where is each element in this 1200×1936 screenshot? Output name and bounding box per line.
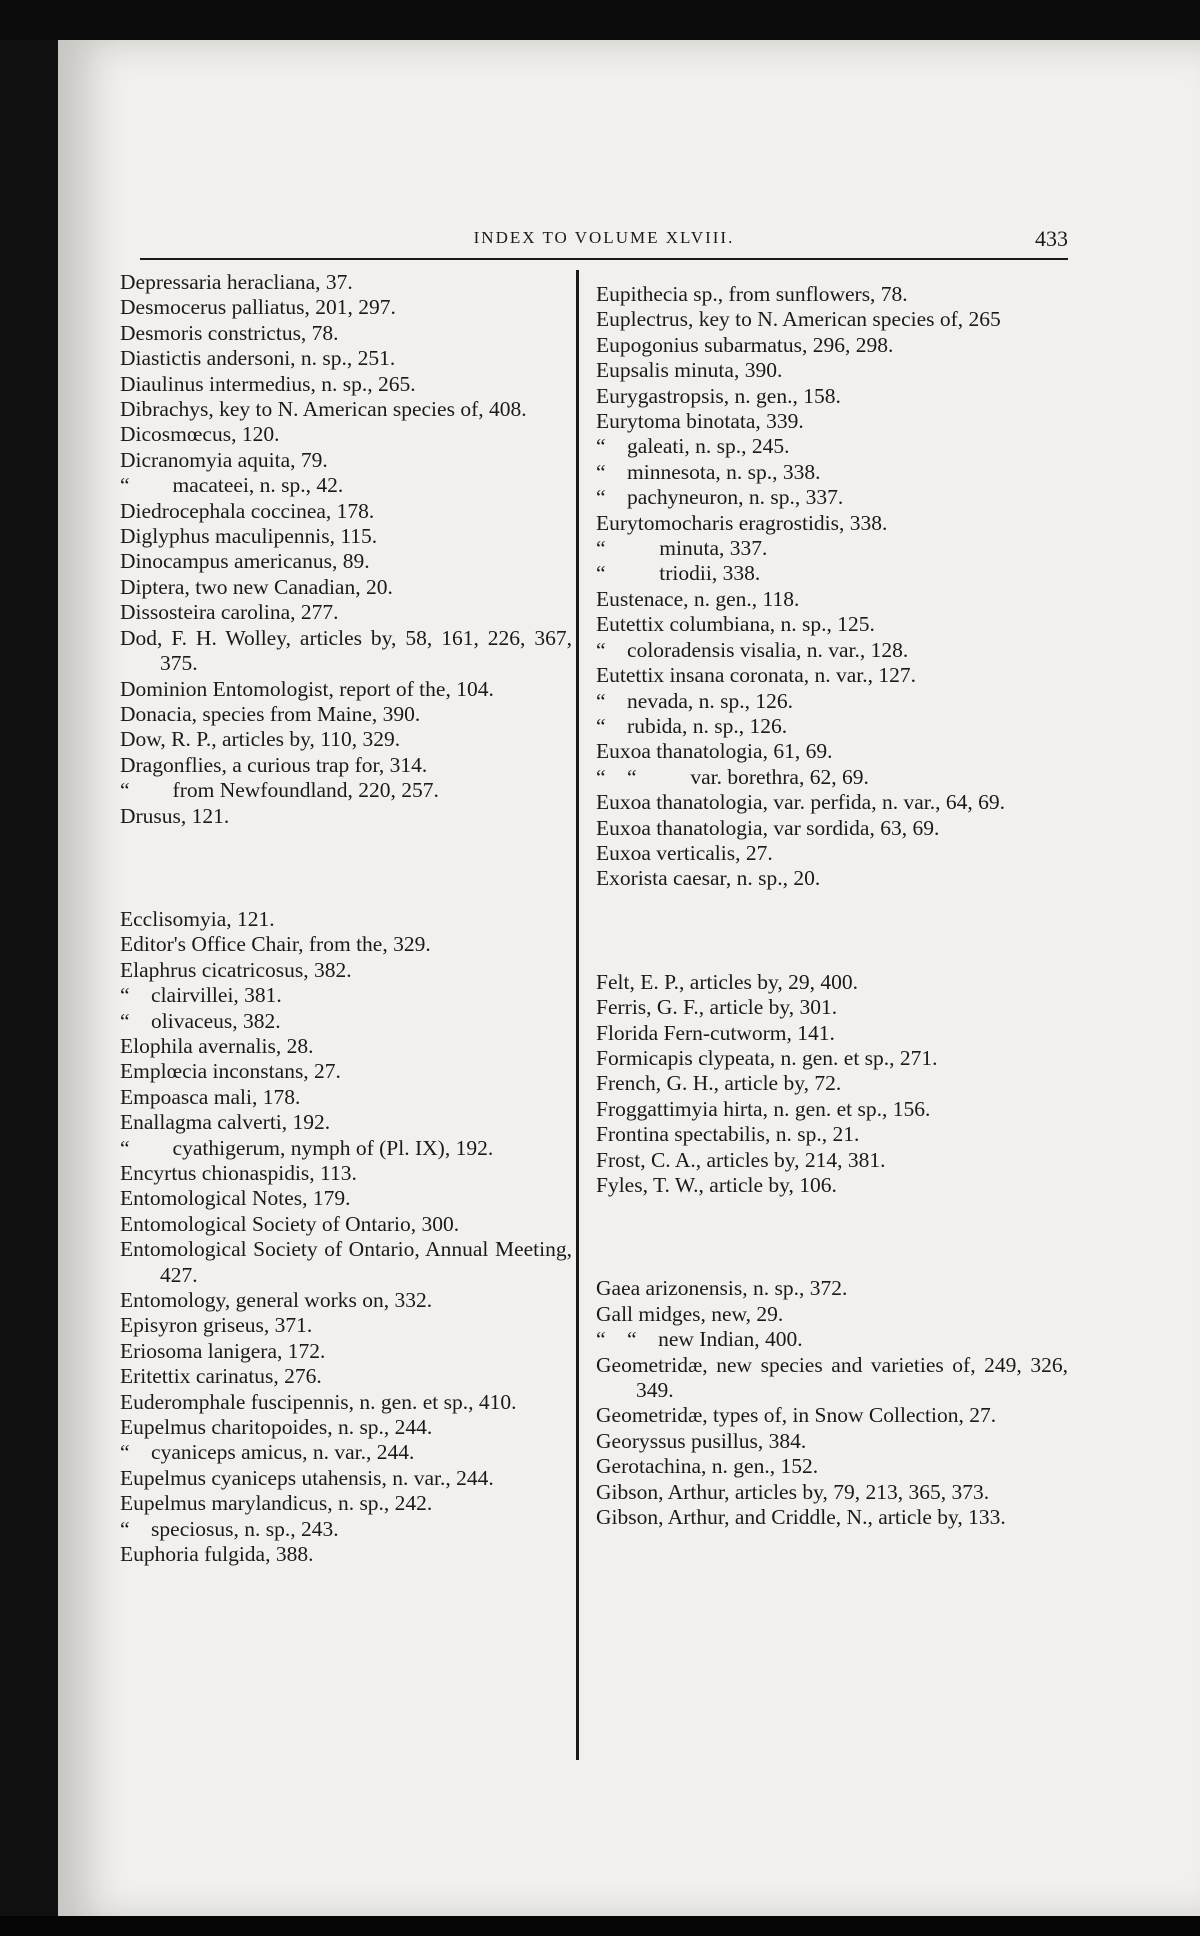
index-entry-text: “ pachyneuron, n. sp., 337. [596,485,844,510]
index-entry [120,473,572,498]
index-entry [120,1491,572,1516]
index-entry [120,958,572,983]
index-entry [596,333,1068,358]
index-block-e [120,906,578,1568]
index-entry-text: “ macateei, n. sp., 42. [120,473,344,498]
index-entry-text: Euderomphale fuscipennis, n. gen. et sp., 410. [120,1389,517,1414]
index-entry [120,804,572,829]
index-entry-text: Entomological Society of Ontario, Annual Meeting, 427. [120,1237,578,1287]
index-entry [120,1364,572,1389]
scan-bottom-border [0,1916,1200,1936]
index-entry-text: Drusus, 121. [120,803,230,828]
index-entry-text: French, G. H., article by, 72. [596,1071,842,1096]
index-entry [596,511,1068,536]
index-entry-text: Geometridæ, types of, in Snow Collection, 27. [596,1403,997,1428]
index-entry [120,270,572,295]
index-entry [596,1480,1068,1505]
index-entry [596,1148,1068,1173]
index-entry-text: “ cyathigerum, nymph of (Pl. IX), 192. [120,1135,494,1160]
index-entry [120,983,572,1008]
index-entry [596,638,1068,663]
scan-top-border [0,0,1200,40]
running-title: INDEX TO VOLUME XLVIII. [473,228,735,247]
index-entry-text: Eupelmus cyaniceps utahensis, n. var., 244. [120,1465,494,1490]
index-entry [596,307,1068,332]
index-entry [120,1517,572,1542]
left-column [120,270,578,1568]
index-entry-text: Entomological Notes, 179. [120,1186,351,1211]
index-entry [596,282,1068,307]
index-entry [120,1136,572,1161]
index-entry [120,677,572,702]
index-entry-text: “ coloradensis visalia, n. var., 128. [596,637,909,662]
index-entry-text: Eutettix insana coronata, n. var., 127. [596,663,917,688]
index-entry [596,816,1068,841]
index-entry [596,384,1068,409]
index-entry-text: Gall midges, new, 29. [596,1301,784,1326]
index-entry [596,1071,1068,1096]
index-entry-text: Entomological Society of Ontario, 300. [120,1211,460,1236]
index-entry [120,702,572,727]
index-entry-text: Eurygastropsis, n. gen., 158. [596,383,841,408]
index-entry-text: “ triodii, 338. [596,561,761,586]
index-entry-text: Felt, E. P., articles by, 29, 400. [596,969,858,994]
index-entry-text: Froggattimyia hirta, n. gen. et sp., 156. [596,1096,931,1121]
index-entry [596,714,1068,739]
index-entry-text: Diastictis andersoni, n. sp., 251. [120,346,396,371]
index-entry [596,1327,1068,1352]
index-entry-text: Entomology, general works on, 332. [120,1288,433,1313]
index-entry [596,689,1068,714]
index-entry [596,765,1068,790]
page-header [140,228,1068,260]
index-entry-text: Euxoa thanatologia, var. perfida, n. var., 64, 69. [596,790,1005,815]
index-entry [596,841,1068,866]
index-entry [120,1009,572,1034]
index-entry [596,1173,1068,1198]
index-entry [120,1390,572,1415]
index-entry-text: Eritettix carinatus, 276. [120,1364,322,1389]
index-entry-text: Exorista caesar, n. sp., 20. [596,866,821,891]
index-entry-text: Gibson, Arthur, and Criddle, N., article by, 133. [596,1505,1006,1530]
index-entry [596,866,1068,891]
index-entry-text: Dissosteira carolina, 277. [120,600,339,625]
index-entry [120,1034,572,1059]
index-entry-text: Euplectrus, key to N. American species of, 265 [596,307,1001,332]
index-entry [120,397,572,422]
index-entry-text: Editor's Office Chair, from the, 329. [120,932,431,957]
index-entry-text: Diptera, two new Canadian, 20. [120,574,393,599]
index-entry [120,575,572,600]
index-entry [596,790,1068,815]
index-entry-text: Geometridæ, new species and varieties of, 249, 326, 349. [596,1352,1074,1403]
index-entry [596,1276,1068,1301]
index-entry [596,739,1068,764]
index-block-g [596,1276,1074,1530]
index-entry [120,549,572,574]
index-entry [596,1505,1068,1530]
index-block-f [596,970,1068,1199]
index-entry [120,1440,572,1465]
index-entry [120,778,572,803]
index-entry [120,422,572,447]
index-entry-text: Euxoa verticalis, 27. [596,840,773,865]
index-entry-text: Dow, R. P., articles by, 110, 329. [120,727,401,752]
index-entry [596,1454,1068,1479]
index-entry-text: “ nevada, n. sp., 126. [596,688,794,713]
index-entry [596,1046,1068,1071]
index-entry [120,1237,578,1288]
index-block-e-continued [596,282,1068,892]
index-entry-text: Diedrocephala coccinea, 178. [120,498,375,523]
index-entry [596,995,1068,1020]
index-entry-text: Eurytomocharis eragrostidis, 338. [596,510,888,535]
index-entry [120,1288,572,1313]
index-entry-text: Georyssus pusillus, 384. [596,1428,807,1453]
index-entry-text: Eupogonius subarmatus, 296, 298. [596,332,894,357]
index-entry [120,1542,572,1567]
index-entry-text: “ olivaceus, 382. [120,1008,281,1033]
index-entry-text: “ from Newfoundland, 220, 257. [120,778,439,803]
index-entry [120,321,572,346]
index-entry-text: Fyles, T. W., article by, 106. [596,1173,837,1197]
index-entry-text: Dragonflies, a curious trap for, 314. [120,752,428,777]
index-entry-text: Eupsalis minuta, 390. [596,358,783,383]
index-entry-text: Dod, F. H. Wolley, articles by, 58, 161, 226, 367, 375. [120,625,578,676]
index-entry-text: Eupelmus charitopoides, n. sp., 244. [120,1415,433,1440]
block-spacer [120,829,572,907]
index-entry-text: Dinocampus americanus, 89. [120,549,370,574]
index-entry [596,434,1068,459]
index-entry [596,409,1068,434]
index-entry [120,1186,572,1211]
index-entry-text: Dicranomyia aquita, 79. [120,447,328,472]
index-entry [120,1415,572,1440]
index-entry [596,970,1068,995]
index-entry-text: “ “ var. borethra, 62, 69. [596,764,869,789]
index-entry [120,1313,572,1338]
index-entry-text: Gaea arizonensis, n. sp., 372. [596,1276,848,1301]
index-entry [596,485,1068,510]
index-entry [120,346,572,371]
index-entry [120,1339,572,1364]
block-spacer [596,1198,1068,1276]
index-entry [596,1097,1068,1122]
index-entry-text: “ “ new Indian, 400. [596,1327,803,1352]
index-entry [596,612,1068,637]
page-number: 433 [1035,226,1068,251]
index-entry-text: “ speciosus, n. sp., 243. [120,1516,339,1541]
index-entry-text: Desmoris constrictus, 78. [120,320,339,345]
index-entry-text: “ minuta, 337. [596,536,768,561]
index-entry-text: Ecclisomyia, 121. [120,906,275,931]
index-entry [120,448,572,473]
index-entry [120,372,572,397]
index-entry [120,625,578,677]
index-entry-text: Desmocerus palliatus, 201, 297. [120,295,396,320]
index-entry-text: Formicapis clypeata, n. gen. et sp., 271. [596,1045,938,1070]
index-entry [120,907,572,932]
index-entry [596,1021,1068,1046]
index-entry-text: Eutettix columbiana, n. sp., 125. [596,612,875,637]
index-entry-text: Emplœcia inconstans, 27. [120,1059,341,1084]
index-entry [120,1059,572,1084]
index-entry [120,524,572,549]
index-entry-text: “ clairvillei, 381. [120,983,282,1008]
index-entry-text: Elophila avernalis, 28. [120,1033,314,1058]
index-entry-text: Dominion Entomologist, report of the, 104. [120,676,494,701]
index-entry-text: Gibson, Arthur, articles by, 79, 213, 365, 373. [596,1479,990,1504]
index-entry [120,727,572,752]
index-entry-text: Dibrachys, key to N. American species of, 408. [120,397,527,422]
index-entry [596,460,1068,485]
index-entry [596,1302,1068,1327]
index-entry-text: Euxoa thanatologia, 61, 69. [596,739,833,764]
index-entry-text: Dicosmœcus, 120. [120,422,280,447]
right-column [596,282,1074,1530]
index-entry-text: Eriosoma lanigera, 172. [120,1338,326,1363]
index-entry-text: Florida Fern-cutworm, 141. [596,1020,835,1045]
index-entry [120,1085,572,1110]
index-entry [596,536,1068,561]
index-entry-text: “ cyaniceps amicus, n. var., 244. [120,1440,415,1465]
index-entry-text: Elaphrus cicatricosus, 382. [120,957,352,982]
index-entry [120,600,572,625]
index-entry-text: Frontina spectabilis, n. sp., 21. [596,1122,860,1147]
index-entry [120,1110,572,1135]
index-entry [596,358,1068,383]
index-entry [596,1403,1068,1428]
index-entry [120,1212,572,1237]
block-spacer [596,892,1068,970]
index-entry-text: “ rubida, n. sp., 126. [596,713,788,738]
column-divider [576,270,579,1760]
index-entry [120,1466,572,1491]
index-entry [120,499,572,524]
index-entry [596,561,1068,586]
index-entry-text: Eurytoma binotata, 339. [596,409,804,434]
index-entry-text: Diaulinus intermedius, n. sp., 265. [120,371,416,396]
index-entry-text: Enallagma calverti, 192. [120,1110,331,1135]
index-entry-text: Ferris, G. F., article by, 301. [596,995,838,1020]
index-entry-text: Frost, C. A., articles by, 214, 381. [596,1147,886,1172]
index-entry-text: Diglyphus maculipennis, 115. [120,524,378,549]
index-entry-text: Eupithecia sp., from sunflowers, 78. [596,282,908,306]
index-entry [120,753,572,778]
index-entry [596,587,1068,612]
index-entry-text: Gerotachina, n. gen., 152. [596,1454,819,1479]
index-entry-text: Eupelmus marylandicus, n. sp., 242. [120,1491,433,1516]
index-entry [596,1122,1068,1147]
index-entry-text: “ galeati, n. sp., 245. [596,434,790,459]
index-entry [596,1352,1074,1404]
index-entry-text: Empoasca mali, 178. [120,1084,301,1109]
index-entry [596,663,1068,688]
index-entry-text: Donacia, species from Maine, 390. [120,701,421,726]
index-entry [120,1161,572,1186]
index-entry-text: Encyrtus chionaspidis, 113. [120,1161,357,1185]
index-entry-text: Euphoria fulgida, 388. [120,1542,314,1567]
index-entry [596,1429,1068,1454]
index-entry-text: Episyron griseus, 371. [120,1313,313,1338]
index-entry-text: Depressaria heracliana, 37. [120,270,353,294]
index-entry-text: Euxoa thanatologia, var sordida, 63, 69. [596,815,940,840]
index-entry-text: Eustenace, n. gen., 118. [596,586,800,611]
index-entry [120,932,572,957]
index-entry [120,295,572,320]
index-block-d [120,270,578,829]
index-entry-text: “ minnesota, n. sp., 338. [596,459,821,484]
